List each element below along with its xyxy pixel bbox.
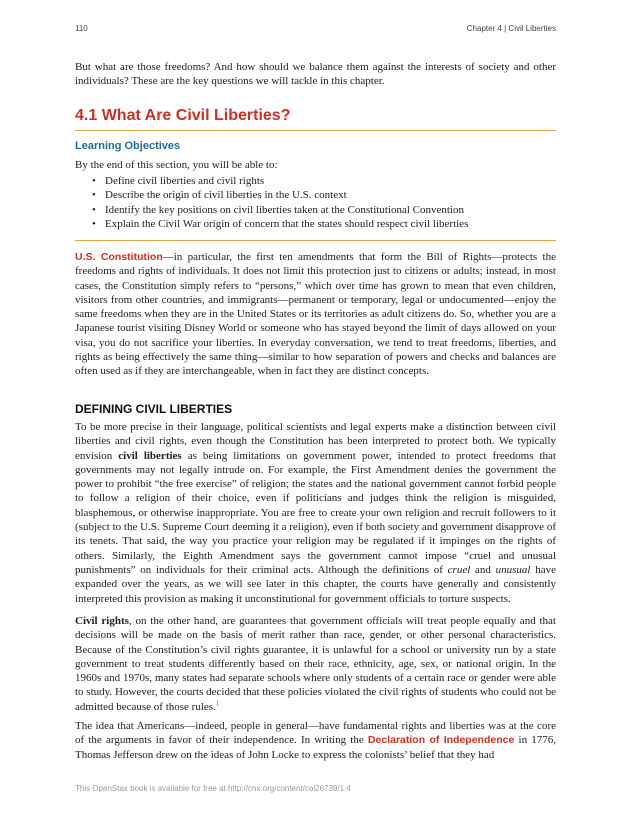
learning-objective-item bbox=[92, 217, 556, 231]
page-footer: This OpenStax book is available for free at http://cnx.org/content/col26739/1.4 bbox=[75, 784, 351, 793]
intro-paragraph: But what are those freedoms? And how should we balance them against the interests of society and other individuals? These are the key questions we will tackle in this chapter. bbox=[75, 61, 556, 88]
section-title: 4.1 What Are Civil Liberties? bbox=[75, 107, 291, 124]
paragraph-constitution-block bbox=[75, 250, 556, 379]
learning-objectives-lead: By the end of this section, you will be able to: bbox=[75, 159, 278, 171]
bullet-icon: • bbox=[92, 189, 96, 202]
paragraph-text: and bbox=[470, 563, 496, 576]
paragraph-text: The idea that Americans—indeed, people in general—have fundamental rights and liberties was at the core of the arguments in favor of their independence. In writing the bbox=[75, 720, 556, 747]
learning-objective-text: Identify the key positions on civil liberties taken at the Constitutional Convention bbox=[105, 203, 464, 216]
term-civil-liberties: civil liberties bbox=[118, 449, 182, 462]
learning-objective-text: Explain the Civil War origin of concern that the states should respect civil liberties bbox=[105, 217, 469, 230]
chapter-title: Chapter 4 | Civil Liberties bbox=[466, 24, 556, 33]
paragraph-civil-liberties bbox=[75, 420, 556, 606]
term-civil-rights: Civil rights bbox=[75, 615, 129, 627]
learning-objective-item bbox=[92, 188, 556, 202]
paragraph-independence-block bbox=[75, 719, 556, 762]
paragraph-civil-liberties-block bbox=[75, 420, 556, 606]
paragraph-civil-rights bbox=[75, 614, 556, 714]
term-cruel: cruel bbox=[447, 563, 471, 576]
footnote-link[interactable]: 1 bbox=[215, 699, 220, 708]
learning-objective-text: Describe the origin of civil liberties in the U.S. context bbox=[105, 189, 347, 202]
subsection-title: DEFINING CIVIL LIBERTIES bbox=[75, 402, 233, 416]
paragraph-constitution bbox=[75, 250, 556, 379]
bullet-icon: • bbox=[92, 175, 96, 187]
learning-objective-item bbox=[92, 174, 556, 188]
learning-objective-text: Define civil liberties and civil rights bbox=[105, 175, 265, 187]
keyword-declaration-of-independence[interactable]: Declaration of Independence bbox=[367, 734, 515, 747]
section-divider bbox=[75, 130, 556, 131]
paragraph-text: in 1776, Thomas Jefferson drew on the ideas of John Locke to express the colonists’ belief that they had bbox=[75, 734, 557, 761]
learning-objectives-lead-block bbox=[75, 158, 556, 172]
paragraph-text: —in particular, the first ten amendments that form the Bill of Rights—protects the freedoms and rights of individuals. It does not limit this protection just to citizens or adults; instead, in most cases, the Constitution simply refers to “persons,” which over time has grown to mean that even children, visitors from other countries, and immigrants—permanent or temporary, legal or undocumented—enjoy the same freedoms when they are in the United States or its territories as adult citizens do. So, whether you are a Japanese tourist visiting Disney World or someone who has stayed beyond the limit of days allowed on your visa, you do not sacrifice your liberties. In everyday conversation, we tend to treat freedoms, liberties, and rights as being effectively the same thing—similar to how separation of powers and checks and balances are often used as if they are interchangeable, when in fact they are distinct concepts. bbox=[75, 251, 556, 378]
bullet-icon: • bbox=[92, 203, 96, 216]
paragraph-text: as being limitations on government power, intended to protect freedoms that governments may not legally intrude on. For example, the First Amendment denies the government the power to prohibit “the free exercise” of religion; the states and the national government cannot forbid people to follow a religion of their choice, even if politicians and judges think the religion is misguided, blasphemous, or otherwise inappropriate. You are free to create your own religion and recruit followers to it (subject to the U.S. Supreme Court deeming it a religion), even if both society and government disapprove of its tenets. That said, the way you practice your religion may be regulated if it impinges on the rights of others. Similarly, the Eighth Amendment says the government cannot impose “cruel and unusual punishments” on individuals for their criminal acts. Although the definitions of bbox=[75, 449, 556, 576]
paragraph-text: , on the other hand, are guarantees that government officials will treat people equally and that decisions will be made on the basis of merit rather than race, gender, or other personal characteristics. Because of the Constitution’s civil rights guarantee, it is unlawful for a school or university run by a state government to treat students differently based on their race, ethnicity, age, sex, or national origin. In the 1960s and 1970s, many states had separate schools where only students of a certain race or gender were able to study. However, the courts decided that these policies violated the civil rights of students who could not be admitted because of those rules. bbox=[75, 615, 556, 713]
paragraph-text: have expanded over the years, as we will see later in this chapter, the courts have generally and consistently interpreted this provision as making it unconstitutional for government officials to torture suspects. bbox=[75, 563, 556, 605]
paragraph-independence bbox=[75, 719, 556, 762]
intro-block bbox=[75, 60, 556, 89]
learning-objectives-list bbox=[92, 174, 556, 231]
paragraph-civil-rights-block bbox=[75, 614, 556, 714]
keyword-us-constitution[interactable]: U.S. Constitution bbox=[75, 251, 163, 263]
paragraph-text: To be more precise in their language, political scientists and legal experts make a distinction between civil liberties and civil rights, even though the Constitution has been interpreted to protect both. We typically envision bbox=[75, 421, 556, 462]
page-number: 110 bbox=[75, 24, 88, 33]
objectives-divider bbox=[75, 240, 556, 241]
learning-objective-item bbox=[92, 203, 556, 217]
learning-objectives-title: Learning Objectives bbox=[75, 140, 181, 152]
bullet-icon: • bbox=[92, 217, 96, 230]
term-unusual: unusual bbox=[495, 563, 531, 576]
